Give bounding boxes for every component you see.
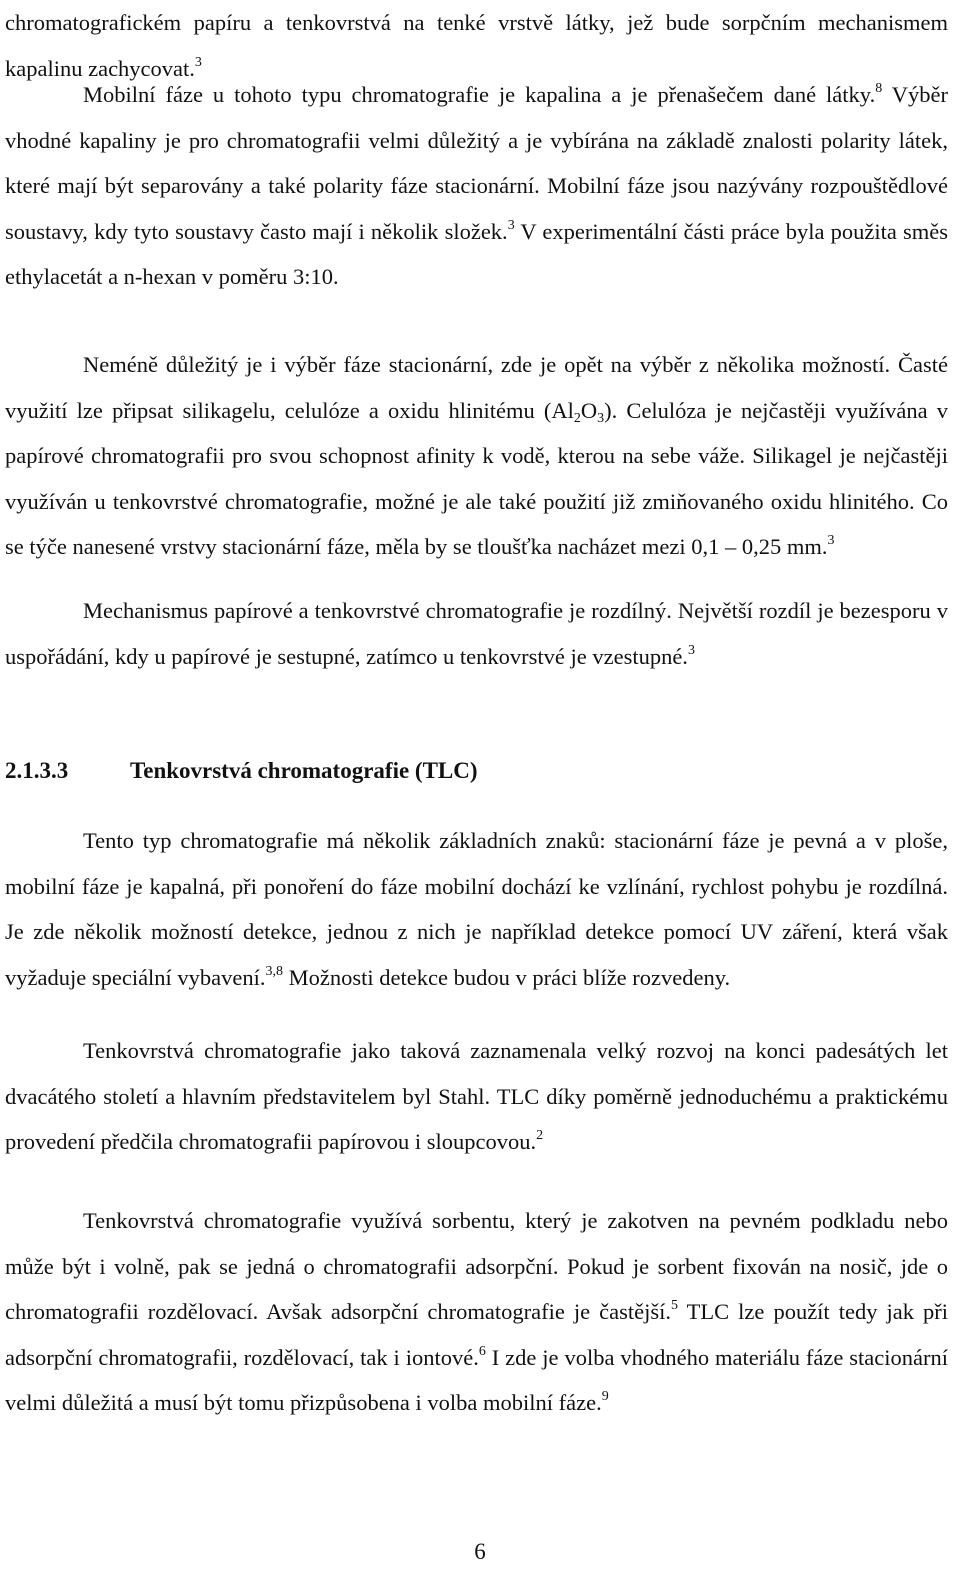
- citation-superscript: 3: [687, 642, 695, 658]
- subscript: 2: [573, 410, 581, 426]
- text-run: TLC lze použít tedy jak při adsorpční chromatografii, rozdělovací, tak i iontové.: [5, 1299, 948, 1370]
- paragraph: [5, 72, 948, 300]
- text-run: chromatografickém papíru a tenkovrstvá na tenké vrstvě látky, jež bude sorpčním mechanismem kapalinu zachycovat.: [5, 10, 948, 81]
- text-run: V experimentální části práce byla použita směs ethylacetát a n-hexan v poměru 3:10.: [5, 218, 949, 289]
- text-run: Tenkovrstvá chromatografie využívá sorbentu, který je zakotven na pevném podkladu nebo může být i volně, pak se jedná o chromatografii adsorpční. Pokud je sorbent fixován na nosič, jde o chromatografii rozdělovací. Avšak adsorpční chromatografie je častější.: [5, 1208, 948, 1324]
- text-run: Tenkovrstvá chromatografie jako taková zaznamenala velký rozvoj na konci padesátých let dvacátého století a hlavním představitelem byl Stahl. TLC díky poměrně jednoduchému a praktickému provedení předčila chromatografii papírovou i sloupcovou.: [5, 1038, 948, 1154]
- section-title: Tenkovrstvá chromatografie (TLC): [130, 758, 478, 783]
- text-run: Neméně důležitý je i výběr fáze stacionární, zde je opět na výběr z několika možností. Časté využití lze připsat silikagelu, celulóze a oxidu hlinitému (Al: [5, 352, 948, 423]
- text-run: Mechanismus papírové a tenkovrstvé chromatografie je rozdílný. Největší rozdíl je bezesporu v uspořádání, kdy u papírové je sestupné, zatímco u tenkovrstvé je vzestupné.: [5, 598, 948, 669]
- text-run: Tento typ chromatografie má několik základních znaků: stacionární fáze je pevná a v ploše, mobilní fáze je kapalná, při ponoření do fáze mobilní dochází ke vzlínání, rychlost pohybu je rozdílná. Je zde několik možností detekce, jednou z nich je například detekce pomocí UV záření, která však vyžaduje speciální vybavení.: [5, 828, 948, 990]
- citation-superscript: 5: [671, 1298, 679, 1313]
- paragraph: [5, 342, 948, 570]
- paragraph: [5, 588, 948, 679]
- text-run: Možnosti detekce budou v práci blíže rozvedeny.: [283, 964, 731, 990]
- citation-superscript: 8: [875, 81, 883, 96]
- page-number: 6: [474, 1539, 486, 1564]
- citation-superscript: 9: [601, 1389, 609, 1404]
- section-number: 2.1.3.3: [5, 758, 69, 783]
- text-run: I zde je volba vhodného materiálu fáze stacionární velmi důležitá a musí být tomu přizpůsobena i volba mobilní fáze.: [5, 1344, 948, 1415]
- text-run: ). Celulóza je nejčastěji využívána v papírové chromatografii pro svou schopnost afinity k vodě, kterou na sebe váže. Silikagel je nejčastěji využíván u tenkovrstvé chromatografie, možné je ale také použití již zmiňovaného oxidu hlinitého. Co se týče nanesené vrstvy stacionární fáze, měla by se tloušťka nacházet mezi 0,1 – 0,25 mm.: [5, 397, 949, 559]
- text-run: Mobilní fáze u tohoto typu chromatografie je kapalina a je přenašečem dané látky.: [83, 82, 876, 107]
- citation-superscript: 6: [478, 1343, 486, 1359]
- citation-superscript: 3,8: [265, 963, 284, 979]
- citation-superscript: 2: [536, 1128, 544, 1143]
- paragraph: [5, 1028, 948, 1165]
- text-run: Výběr vhodné kapaliny je pro chromatografii velmi důležitý a je vybírána na základě znalosti polarity látek, které mají být separovány a také polarity fáze stacionární. Mobilní fáze jsou nazývány rozpouštědlové soustavy, kdy tyto soustavy často mají i několik složek.: [5, 82, 948, 244]
- text-run: O: [580, 397, 598, 423]
- paragraph: [5, 818, 948, 1000]
- paragraph: [5, 1198, 948, 1426]
- citation-superscript: 3: [194, 54, 202, 70]
- citation-superscript: 3: [827, 533, 835, 548]
- section-heading: [5, 748, 948, 794]
- citation-superscript: 3: [507, 217, 515, 233]
- subscript: 3: [597, 410, 605, 426]
